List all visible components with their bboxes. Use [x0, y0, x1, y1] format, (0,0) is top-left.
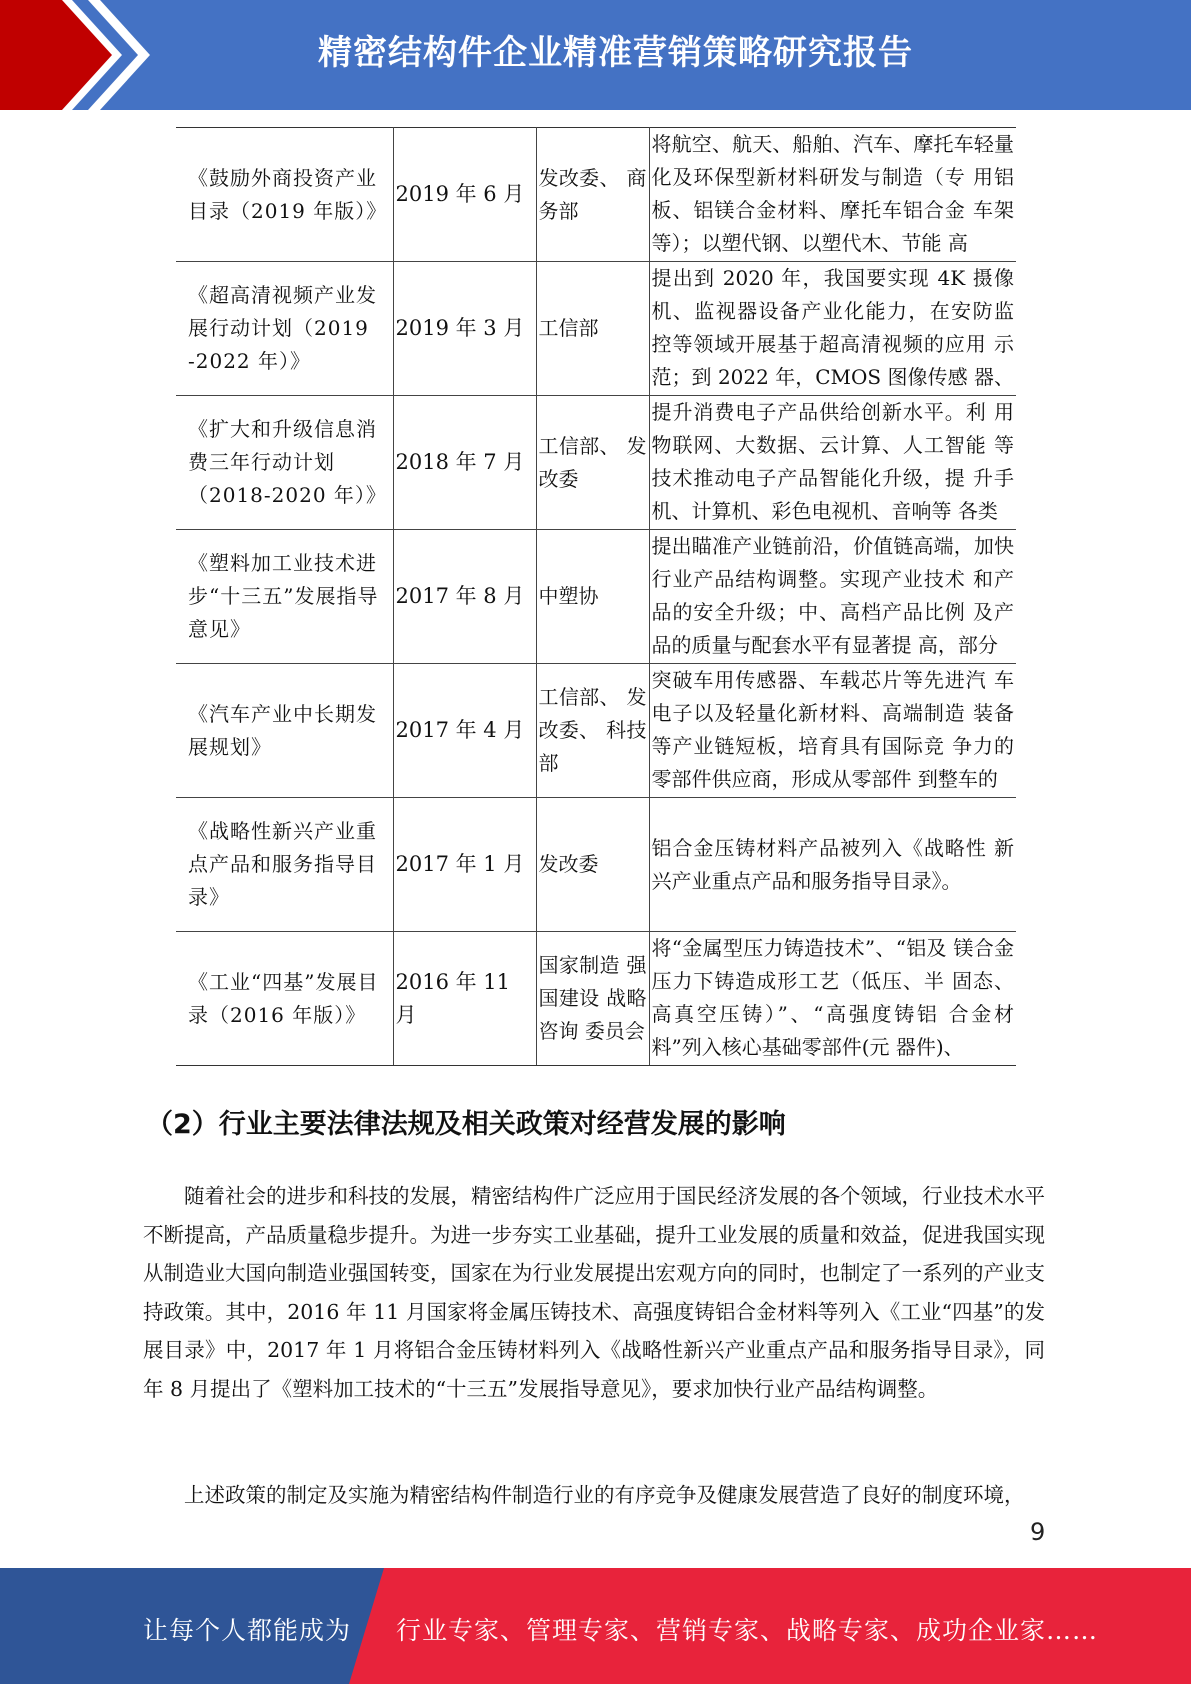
policy-description-cell [649, 932, 1016, 1066]
policy-description-cell [649, 128, 1016, 262]
report-title: 精密结构件企业精准营销策略研究报告 [318, 33, 913, 73]
policy-description: 将航空、航天、船舶、汽车、摩托车轻量化及环保型新材料研发与制造（专 用铝板、铝镁合金材料、摩托车铝合金 车架等）；以塑代钢、以塑代木、节能 高 [651, 132, 1014, 255]
policy-date: 2019 年 3 月 [393, 262, 536, 396]
table-row [176, 530, 1016, 664]
policy-date: 2017 年 4 月 [393, 664, 536, 798]
policy-date: 2016 年 11 月 [393, 932, 536, 1066]
policy-description-cell [649, 262, 1016, 396]
table-row [176, 262, 1016, 396]
policy-name: 《塑料加工业技术进步“十三五”发展指导意见》 [176, 530, 393, 664]
policy-name: 《工业“四基”发展目录（2016 年版）》 [176, 932, 393, 1066]
table-row [176, 396, 1016, 530]
policy-department: 中塑协 [536, 530, 649, 664]
policy-name: 《超高清视频产业发展行动计划（2019 -2022 年）》 [176, 262, 393, 396]
policy-name: 《鼓励外商投资产业目录（2019 年版）》 [176, 128, 393, 262]
table-row [176, 128, 1016, 262]
policy-description: 提升消费电子产品供给创新水平。利 用物联网、大数据、云计算、人工智能 等技术推动电子产品智能化升级，提 升手机、计算机、彩色电视机、音响等 各类 [651, 400, 1014, 523]
page-number: 9 [1030, 1518, 1046, 1546]
policy-name: 《战略性新兴产业重点产品和服务指导目录》 [176, 798, 393, 932]
policy-description: 将“金属型压力铸造技术”、“铝及 镁合金压力下铸造成形工艺（低压、半 固态、高真空压铸）”、“高强度铸铝 合金材料”列入核心基础零部件(元 器件)、 [651, 936, 1014, 1059]
policy-name: 《扩大和升级信息消费三年行动计划（2018-2020 年）》 [176, 396, 393, 530]
policy-department: 发改委 [536, 798, 649, 932]
table-row [176, 664, 1016, 798]
policy-description-cell [649, 664, 1016, 798]
footer-slogan-left: 让每个人都能成为 [143, 1616, 352, 1645]
policy-date: 2018 年 7 月 [393, 396, 536, 530]
body-paragraph: 随着社会的进步和科技的发展，精密结构件广泛应用于国民经济发展的各个领域，行业技术水平不断提高，产品质量稳步提升。为进一步夯实工业基础，提升工业发展的质量和效益，促进我国实现从制造业大国向制造业强国转变，国家在为行业发展提出宏观方向的同时，也制定了一系列的产业支持政策。其中，2016 年 11 月国家将金属压铸技术、高强度铸铝合金材料等列入《工业“四基”的发展目录》中，2017 年 1 月将铝合金压铸材料列入《战略性新兴产业重点产品和服务指导目录》，同年 8 月提出了《塑料加工技术的“十三五”发展指导意见》，要求加快行业产品结构调整。 [143, 1184, 1045, 1401]
policy-description-cell [649, 530, 1016, 664]
policy-date: 2017 年 1 月 [393, 798, 536, 932]
policy-department: 工信部、 发改委、 科技部 [536, 664, 649, 798]
policy-department: 国家制造 强国建设 战略咨询 委员会 [536, 932, 649, 1066]
policy-department: 工信部、 发改委 [536, 396, 649, 530]
policy-description-cell [649, 798, 1016, 932]
policy-department: 工信部 [536, 262, 649, 396]
policy-department: 发改委、 商务部 [536, 128, 649, 262]
policy-description: 提出瞄准产业链前沿，价值链高端，加快行业产品结构调整。实现产业技术 和产品的安全升级；中、高档产品比例 及产品的质量与配套水平有显著提 高，部分 [651, 534, 1014, 657]
policy-description: 铝合金压铸材料产品被列入《战略性 新兴产业重点产品和服务指导目录》。 [651, 835, 1014, 893]
table-row [176, 932, 1016, 1066]
table-row [176, 798, 1016, 932]
section-heading: （2）行业主要法律法规及相关政策对经营发展的影响 [146, 1109, 786, 1140]
body-paragraph: 上述政策的制定及实施为精密结构件制造行业的有序竞争及健康发展营造了良好的制度环境， [184, 1483, 1025, 1507]
footer-slogan-right: 行业专家、管理专家、营销专家、战略专家、成功企业家…… [396, 1616, 1099, 1645]
policy-description: 突破车用传感器、车载芯片等先进汽 车电子以及轻量化新材料、高端制造 装备等产业链短板，培育具有国际竞 争力的零部件供应商，形成从零部件 到整车的 [651, 668, 1014, 791]
policy-date: 2019 年 6 月 [393, 128, 536, 262]
policy-description: 提出到 2020 年，我国要实现 4K 摄像 机、监视器设备产业化能力，在安防监 控等领域开展基于超高清视频的应用 示范；到 2022 年，CMOS 图像传感 器、 [651, 266, 1014, 389]
policy-date: 2017 年 8 月 [393, 530, 536, 664]
policy-description-cell [649, 396, 1016, 530]
policy-table [176, 127, 1016, 1066]
policy-name: 《汽车产业中长期发展规划》 [176, 664, 393, 798]
